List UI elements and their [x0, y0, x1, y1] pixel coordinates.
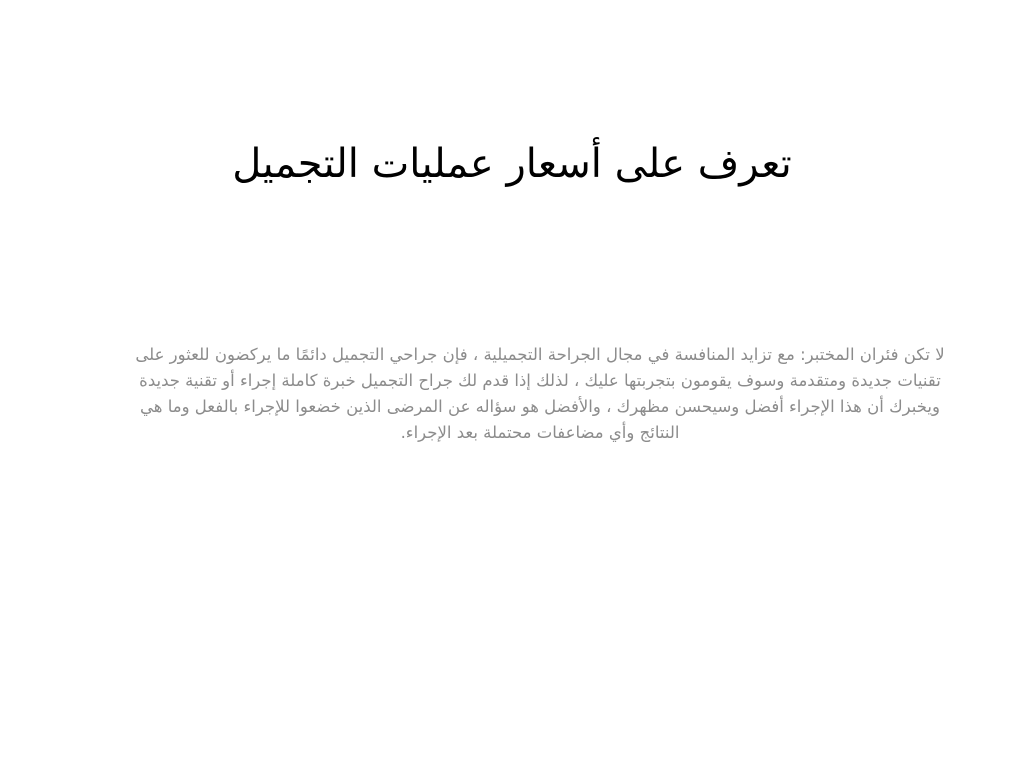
slide-body-text: لا تكن فئران المختبر: مع تزايد المنافسة في مجال الجراحة التجميلية ، فإن جراحي التجميل دائمًا ما يركضون للعثور على تقنيات جديدة ومتقدمة وسوف يقومون بتجربتها عليك ، لذلك إذا قدم لك جراح التجميل خبرة كاملة إجراء أو تقنية جديدة ويخبرك أن هذا الإجراء أفضل وسيحسن مظهرك ، والأفضل هو سؤاله عن المرضى الذين خضعوا للإجراء بالفعل وما هي النتائج وأي مضاعفات محتملة بعد الإجراء.	[135, 345, 945, 442]
slide-title: تعرف على أسعار عمليات التجميل	[232, 141, 792, 187]
